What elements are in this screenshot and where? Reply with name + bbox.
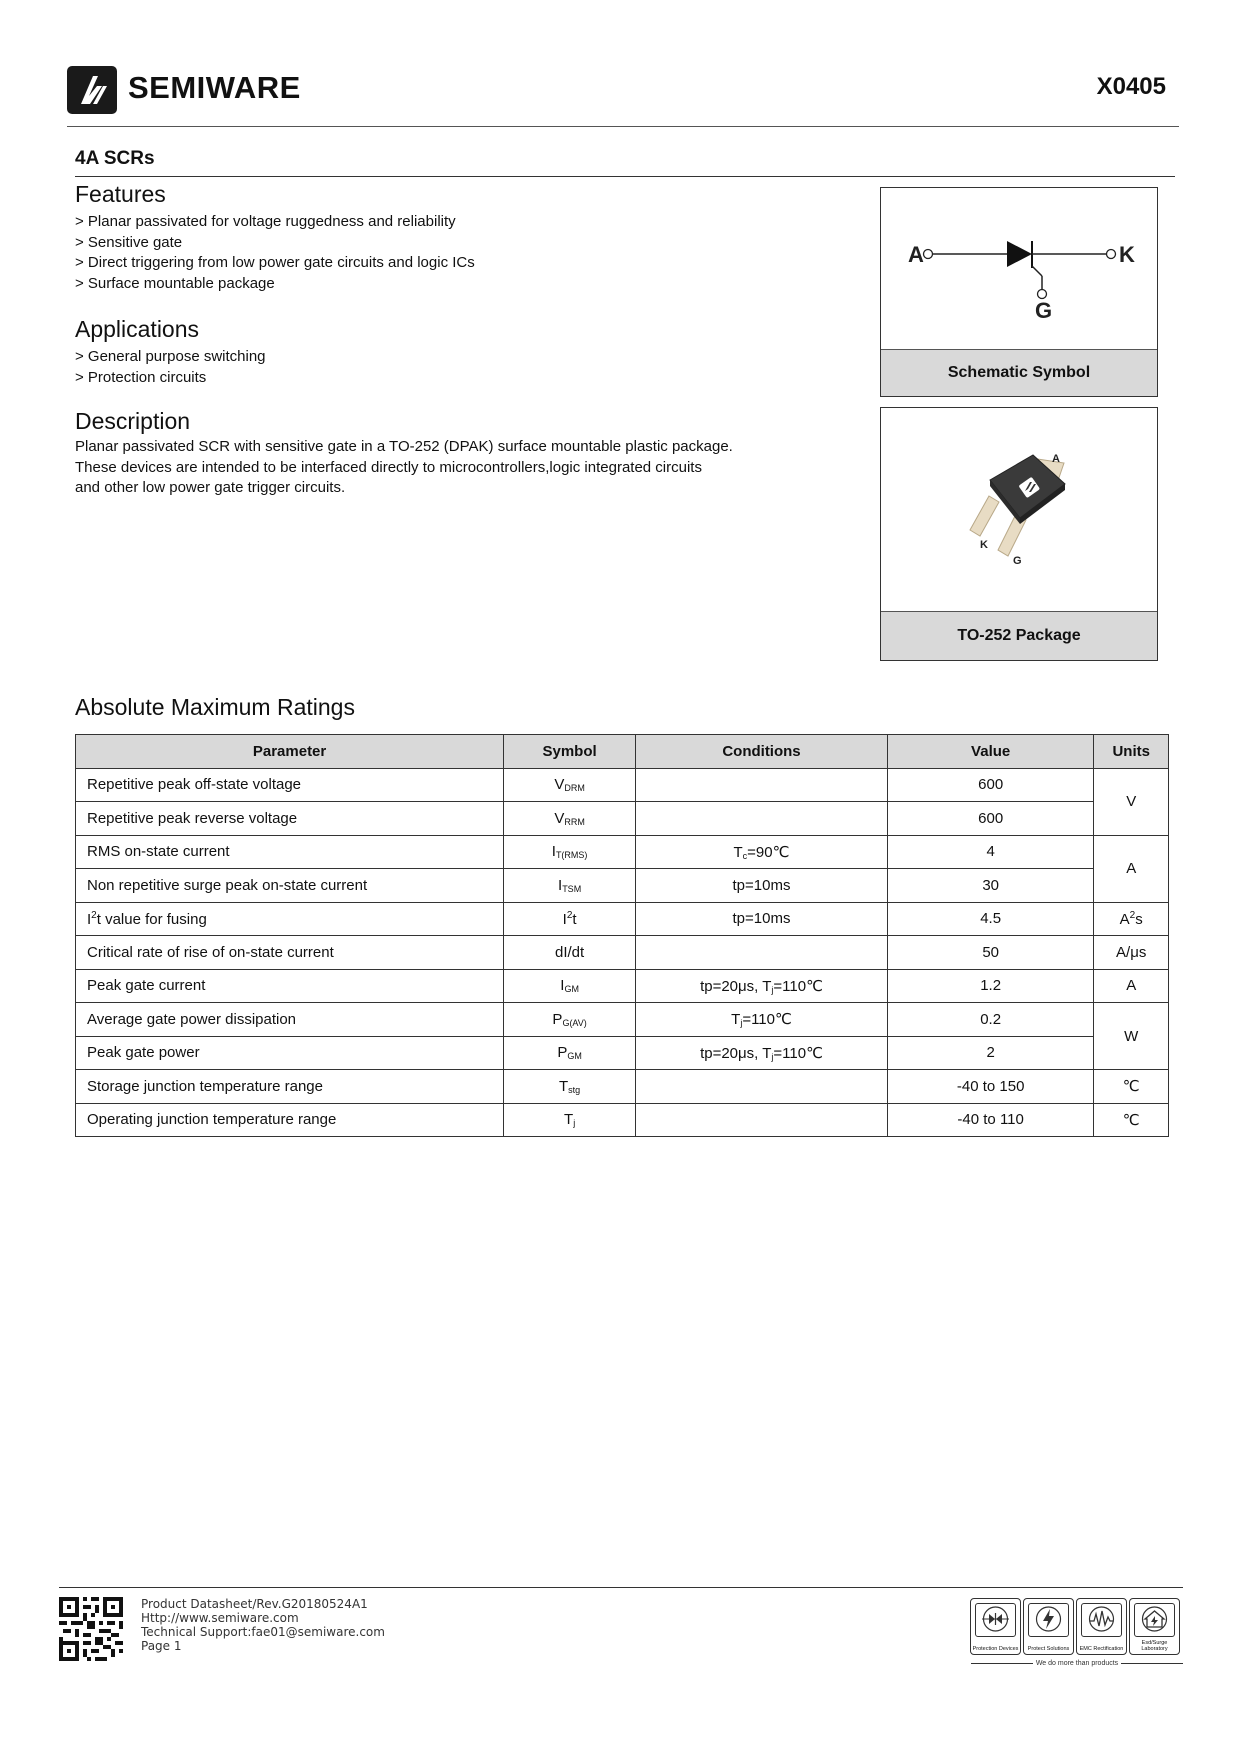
list-item: > General purpose switching — [75, 348, 266, 365]
symbol-cell: $I^2t$ — [504, 902, 636, 936]
value-cell: -40 to 110 — [887, 1103, 1094, 1137]
applications-list — [75, 347, 266, 388]
units-cell: A — [1094, 969, 1169, 1003]
subtitle-divider — [75, 176, 1175, 177]
badge-label: Protection Devices — [972, 1646, 1019, 1652]
table-row — [76, 1070, 1169, 1104]
units-cell: V — [1094, 768, 1169, 835]
value-cell: 0.2 — [887, 1003, 1094, 1037]
conditions-cell: tp=10ms — [636, 869, 888, 903]
param-cell: Peak gate power — [76, 1036, 504, 1070]
symbol-cell: dI/dt — [504, 936, 636, 970]
scr-schematic-icon — [881, 188, 1157, 348]
features-heading: Features — [75, 181, 166, 207]
table-row — [76, 802, 1169, 836]
to252-package-icon — [881, 408, 1157, 608]
symbol-cell: $T_j$ — [504, 1103, 636, 1137]
table-row — [76, 1003, 1169, 1037]
units-cell: ℃ — [1094, 1070, 1169, 1104]
diode-icon — [976, 1604, 1015, 1634]
gate-label: G — [1035, 298, 1053, 323]
footer-page-number: Page 1 — [141, 1639, 182, 1653]
symbol-cell: $V_{DRM}$ — [504, 768, 636, 802]
lab-house-icon — [1135, 1604, 1174, 1634]
param-cell: $I^2t$ value for fusing — [76, 902, 504, 936]
param-cell: RMS on-state current — [76, 835, 504, 869]
table-row — [76, 969, 1169, 1003]
value-cell: 2 — [887, 1036, 1094, 1070]
pin-g-label: G — [1013, 555, 1022, 567]
emc-rectification-badge — [1076, 1598, 1127, 1655]
conditions-cell — [636, 768, 888, 802]
applications-heading: Applications — [75, 316, 200, 342]
esd-surge-laboratory-badge — [1129, 1598, 1180, 1655]
conditions-cell — [636, 1070, 888, 1104]
footer-divider — [59, 1587, 1183, 1588]
param-cell: Operating junction temperature range — [76, 1103, 504, 1137]
brand-logo-mark — [67, 66, 117, 114]
features-list — [75, 212, 475, 294]
footer-info — [141, 1597, 385, 1653]
table-row — [76, 1103, 1169, 1137]
ratings-table — [75, 734, 1169, 1137]
column-header: Parameter — [76, 735, 504, 769]
package-panel — [880, 407, 1158, 661]
units-cell: A/μs — [1094, 936, 1169, 970]
symbol-cell: $I_{TSM}$ — [504, 869, 636, 903]
conditions-cell: $T_c=90℃$ — [636, 835, 888, 869]
table-row — [76, 768, 1169, 802]
param-cell: Non repetitive surge peak on-state current — [76, 869, 504, 903]
footer-slogan: We do more than products — [971, 1660, 1183, 1667]
description-line: These devices are intended to be interfaced directly to microcontrollers,logic integrated circuits — [75, 458, 702, 476]
value-cell: -40 to 150 — [887, 1070, 1094, 1104]
conditions-cell: tp=10ms — [636, 902, 888, 936]
table-header-row — [76, 735, 1169, 769]
schematic-caption: Schematic Symbol — [881, 349, 1157, 396]
units-cell: W — [1094, 1003, 1169, 1070]
param-cell: Average gate power dissipation — [76, 1003, 504, 1037]
units-cell: ℃ — [1094, 1103, 1169, 1137]
pin-k-label: K — [980, 539, 988, 551]
value-cell: 1.2 — [887, 969, 1094, 1003]
lightning-icon — [1029, 1604, 1068, 1634]
units-cell: $A^2s$ — [1094, 902, 1169, 936]
footer-revision: Product Datasheet/Rev.G20180524A1 — [141, 1597, 368, 1611]
table-row — [76, 902, 1169, 936]
package-caption: TO-252 Package — [881, 611, 1157, 660]
param-cell: Storage junction temperature range — [76, 1070, 504, 1104]
column-header: Units — [1094, 735, 1169, 769]
table-row — [76, 869, 1169, 903]
symbol-cell: $V_{RRM}$ — [504, 802, 636, 836]
value-cell: 30 — [887, 869, 1094, 903]
symbol-cell: $P_{GM}$ — [504, 1036, 636, 1070]
value-cell: 4 — [887, 835, 1094, 869]
value-cell: 600 — [887, 768, 1094, 802]
description-line: and other low power gate trigger circuits. — [75, 479, 346, 496]
param-cell: Repetitive peak reverse voltage — [76, 802, 504, 836]
list-item: > Direct triggering from low power gate circuits and logic ICs — [75, 254, 475, 271]
badge-label: EMC Rectification — [1079, 1646, 1124, 1652]
conditions-cell: tp=20μs, $T_j=110℃$ — [636, 1036, 888, 1070]
conditions-cell — [636, 936, 888, 970]
pin-a-label: A — [1052, 453, 1060, 465]
semiware-logo-icon — [67, 66, 117, 114]
symbol-cell: $T_{stg}$ — [504, 1070, 636, 1104]
value-cell: 4.5 — [887, 902, 1094, 936]
badge-label: Esd/Surge Laboratory — [1141, 1640, 1168, 1652]
param-cell: Peak gate current — [76, 969, 504, 1003]
table-row — [76, 835, 1169, 869]
symbol-cell: $P_{G(AV)}$ — [504, 1003, 636, 1037]
footer-website-link[interactable]: Http://www.semiware.com — [141, 1611, 299, 1625]
list-item: > Sensitive gate — [75, 233, 183, 251]
column-header: Conditions — [636, 735, 888, 769]
schematic-symbol-panel — [880, 187, 1158, 397]
symbol-cell: $I_{GM}$ — [504, 969, 636, 1003]
description-text — [75, 437, 733, 499]
conditions-cell — [636, 802, 888, 836]
protect-solutions-badge — [1023, 1598, 1074, 1655]
conditions-cell: tp=20μs, $T_j=110℃$ — [636, 969, 888, 1003]
part-number: X0405 — [1096, 73, 1166, 100]
param-cell: Repetitive peak off-state voltage — [76, 768, 504, 802]
footer-support-email[interactable]: Technical Support:fae01@semiware.com — [141, 1625, 385, 1639]
conditions-cell — [636, 1103, 888, 1137]
table-row — [76, 1036, 1169, 1070]
product-subtitle: 4A SCRs — [75, 148, 155, 169]
column-header: Symbol — [504, 735, 636, 769]
cathode-label: K — [1119, 242, 1135, 267]
symbol-cell: $I_{T(RMS)}$ — [504, 835, 636, 869]
header-divider — [67, 126, 1179, 127]
waveform-icon — [1082, 1604, 1121, 1634]
value-cell: 600 — [887, 802, 1094, 836]
table-row — [76, 936, 1169, 970]
description-line: Planar passivated SCR with sensitive gate in a TO-252 (DPAK) surface mountable plastic package. — [75, 438, 733, 455]
list-item: > Surface mountable package — [75, 274, 275, 292]
qr-code-icon — [59, 1597, 123, 1661]
list-item: > Protection circuits — [75, 368, 207, 386]
anode-label: A — [908, 242, 924, 267]
conditions-cell: $T_j=110℃$ — [636, 1003, 888, 1037]
ratings-heading: Absolute Maximum Ratings — [75, 694, 355, 720]
param-cell: Critical rate of rise of on-state current — [76, 936, 504, 970]
column-header: Value — [887, 735, 1094, 769]
brand-name: SEMIWARE — [128, 70, 301, 105]
badge-label: Protect Solutions — [1027, 1646, 1070, 1652]
description-heading: Description — [75, 408, 191, 434]
value-cell: 50 — [887, 936, 1094, 970]
list-item: > Planar passivated for voltage ruggedness and reliability — [75, 213, 456, 230]
units-cell: A — [1094, 835, 1169, 902]
protection-devices-badge — [970, 1598, 1021, 1655]
